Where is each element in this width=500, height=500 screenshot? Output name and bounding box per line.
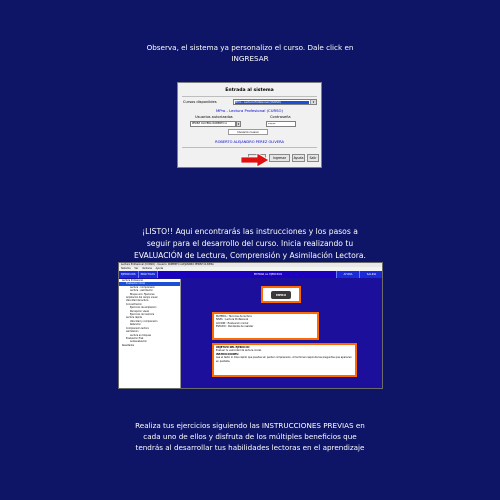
password-label: Contraseña	[270, 115, 291, 119]
tree-item[interactable]: Lectura - Asimilación	[130, 289, 153, 293]
closing-caption-line: cada uno de ellos y disfruta de los múltiples beneficios que	[143, 432, 357, 441]
chevron-down-icon[interactable]: ▾	[310, 100, 316, 104]
window-title: Lectura Profesional (CURSO) - Usuario: ROBERTO ALEJANDRO PEREZ OLIVERA	[119, 263, 382, 267]
objective-panel	[212, 343, 357, 377]
info-line: ACCIÓN : Evaluación inicial	[216, 321, 249, 325]
tree-item[interactable]: Resultados	[122, 343, 134, 347]
tree-item[interactable]: Lectura - Comprensión	[130, 285, 155, 289]
exit-button[interactable]: SALIDA	[359, 271, 383, 278]
menu-item[interactable]: Ventana	[142, 267, 152, 270]
objective-text: Evaluar tu velocidad de lectura inicial.	[216, 349, 262, 353]
closing-caption	[0, 420, 500, 453]
menu-item[interactable]: Ayuda	[155, 267, 164, 270]
intro-caption-line: INGRESAR	[231, 54, 269, 63]
exercise-info-panel	[212, 312, 319, 340]
chevron-down-icon[interactable]: ▾	[237, 122, 240, 126]
tree-item[interactable]: Retención	[130, 323, 141, 327]
instructions-heading: INSTRUCCIONES:	[216, 352, 239, 356]
ready-caption-line: seguir para el desarrollo del curso. Inicia realizando tu	[146, 239, 354, 248]
ready-caption-line: EVALUACIÓN de Lectura, Comprensión y Asimilación Lectora.	[134, 251, 366, 260]
tree-item[interactable]: Lectura en bloques	[130, 333, 151, 337]
login-title: Entrada al sistema	[225, 88, 274, 93]
courses-label: Cursos disponibles	[183, 100, 217, 104]
menu-item[interactable]: Sistema	[121, 267, 131, 270]
closing-caption-line: tendrás al desarrollar tus habilidades lectoras en el aprendizaje	[135, 443, 365, 452]
tree-item[interactable]: Ejercicios de ampliación	[130, 306, 157, 310]
menu-item[interactable]: Ver	[134, 267, 139, 270]
red-arrow-icon	[241, 153, 269, 167]
tab-ejercicios[interactable]: EJERCICIOS	[119, 271, 139, 278]
info-line: NIVEL : Lectura Profesional	[216, 318, 249, 322]
course-tree	[119, 279, 181, 388]
new-user-button[interactable]: Usuario nuevo	[228, 129, 268, 135]
ayuda-button[interactable]: Ayuda	[293, 156, 304, 160]
course-name: MPro - Lectura Profesional (CURSO)	[215, 108, 284, 113]
tree-item[interactable]: Velocidad y comprensión	[130, 319, 158, 323]
tree-item[interactable]: Comprensión lectora	[126, 326, 149, 330]
divider	[182, 147, 317, 148]
tree-item[interactable]: Lectura rápida	[126, 316, 142, 320]
password-input[interactable]: *****	[266, 121, 296, 127]
ready-caption	[0, 226, 500, 262]
divider	[182, 96, 317, 97]
tab-practicas[interactable]: PRÁCTICAS	[139, 271, 158, 278]
tree-item[interactable]: Percepción visual	[130, 309, 149, 313]
toolbar-tabs	[119, 271, 158, 278]
tree-item[interactable]: Velocidad de lectura	[126, 299, 149, 303]
intro-caption	[0, 42, 500, 64]
tree-item[interactable]: Concentración	[126, 302, 142, 306]
user-select[interactable]: PEREZ OLIVERA ROBERTO A	[190, 121, 236, 127]
help-button[interactable]: AYUDA	[336, 271, 359, 278]
user-full-name: ROBERTO ALEJANDRO PEREZ OLIVERA	[215, 140, 284, 144]
selected-course: MPro - Lectura Profesional (CURSO)	[235, 101, 309, 104]
app-window	[118, 262, 383, 389]
tree-item[interactable]: Autoevaluación	[130, 340, 147, 344]
ready-caption-line: ¡LISTO!! Aqui encontrarás las instrucciones y los pasos a	[142, 227, 358, 236]
courses-select[interactable]	[233, 99, 317, 105]
tree-item[interactable]: Evaluación final	[126, 336, 144, 340]
closing-caption-line: Realiza tus ejercicios siguiendo las INSTRUCCIONES PREVIAS en	[135, 421, 365, 430]
logo-mark: MPRO	[271, 291, 291, 299]
instructions-text: Lee el texto lo más rápido que puedas sin perder comprensión. Al terminar responde las preguntas que aparecen en pantalla.	[216, 356, 352, 363]
tree-item[interactable]: Ejercicios de memoria	[130, 313, 155, 317]
intro-caption-line: Observa, el sistema ya personalizo el curso. Dale click en	[146, 43, 354, 52]
enter-exercise-button[interactable]: ENTRAR AL EJERCICIO	[253, 273, 283, 276]
tree-item[interactable]: Ampliación del campo visual	[126, 296, 158, 300]
tree-item[interactable]: Evaluación inicial	[119, 282, 180, 285]
objective-heading: OBJETIVO DEL EJERCICIO:	[216, 346, 250, 349]
ingresar-button[interactable]: Ingresar	[269, 154, 290, 162]
tree-item[interactable]: Bloque uno: Fijaciones	[130, 292, 155, 296]
tree-item[interactable]: Lectura Profesional	[122, 279, 143, 282]
course-logo	[261, 286, 301, 303]
salir-button[interactable]: Salir	[307, 154, 319, 162]
users-label: Usuarios autorizados	[195, 115, 233, 119]
info-line: MATERIA : Técnicas de lectura	[216, 315, 252, 318]
tree-item[interactable]: Asimilación	[126, 330, 139, 334]
info-line: ESTADO : Pendiente de realizar	[216, 325, 254, 329]
